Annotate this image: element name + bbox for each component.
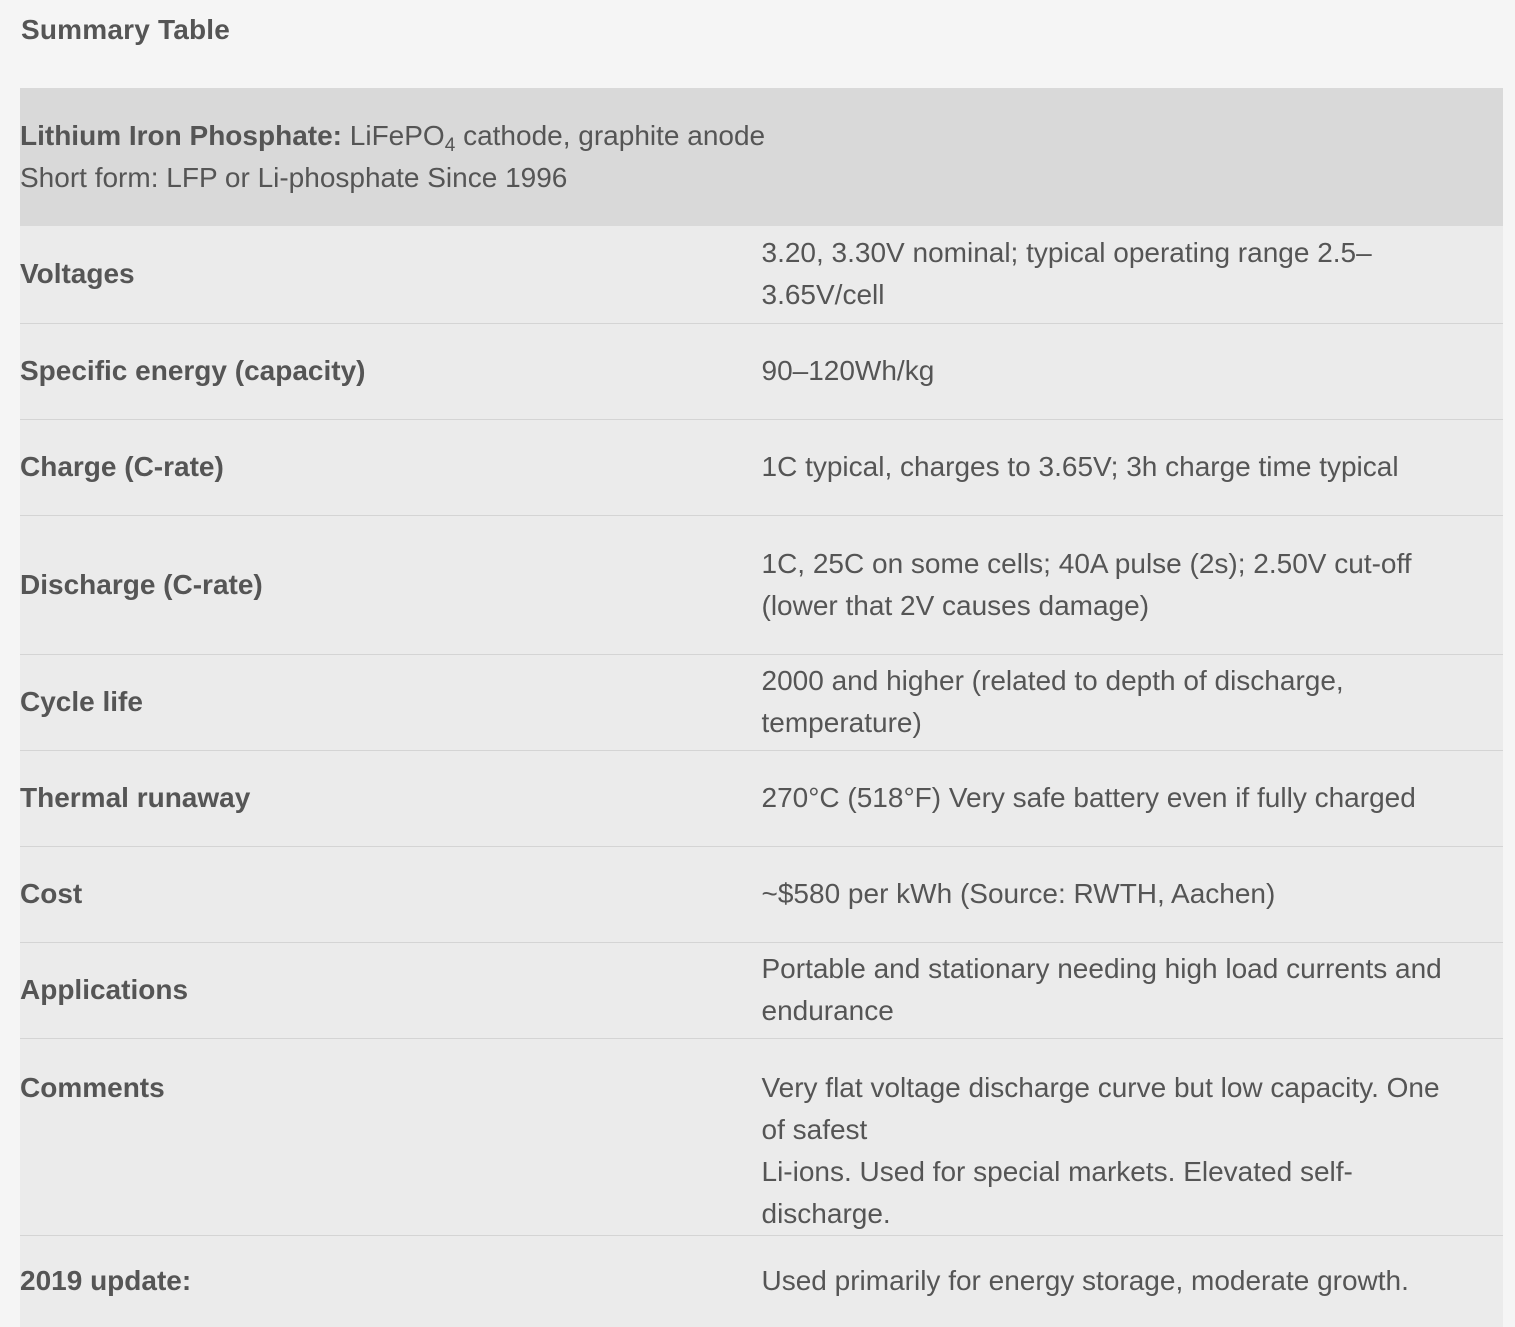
row-value	[762, 1038, 1504, 1235]
row-label: Voltages	[20, 226, 762, 323]
page-title: Summary Table	[21, 14, 231, 45]
table-row-applications	[20, 942, 1503, 1038]
table-header-cell	[20, 88, 1503, 226]
row-value: Portable and stationary needing high load currents and endurance	[762, 942, 1504, 1038]
chemistry-formula: LiFePO$_4$	[349, 120, 456, 156]
row-label: Cycle life	[20, 654, 762, 750]
row-value: 270°C (518°F) Very safe battery even if fully charged	[762, 750, 1504, 846]
row-value: 2000 and higher (related to depth of discharge, temperature)	[762, 654, 1504, 750]
table-row-2019-update	[20, 1235, 1503, 1327]
row-label: Discharge (C-rate)	[20, 515, 762, 654]
row-value: 3.20, 3.30V nominal; typical operating range 2.5–3.65V/cell	[762, 226, 1504, 323]
row-label: Specific energy (capacity)	[20, 323, 762, 419]
short-form-line: Short form: LFP or Li-phosphate Since 1996	[20, 162, 568, 193]
row-label: Charge (C-rate)	[20, 419, 762, 515]
summary-table	[20, 88, 1503, 1327]
table-header-row	[20, 88, 1503, 226]
table-row-comments	[20, 1038, 1503, 1235]
row-value: ~$580 per kWh (Source: RWTH, Aachen)	[762, 846, 1504, 942]
table-row-cost	[20, 846, 1503, 942]
chemistry-name: Lithium Iron Phosphate:	[20, 120, 342, 151]
table-row-cycle-life	[20, 654, 1503, 750]
table-row-specific-energy	[20, 323, 1503, 419]
row-label: 2019 update:	[20, 1235, 762, 1327]
row-label: Comments	[20, 1038, 762, 1235]
chemistry-line	[20, 115, 1503, 157]
row-value: Used primarily for energy storage, moderate growth.	[762, 1235, 1504, 1327]
comments-line-1: Very flat voltage discharge curve but low capacity. One of safest	[761, 1071, 1440, 1145]
row-label: Cost	[20, 846, 762, 942]
row-value: 1C, 25C on some cells; 40A pulse (2s); 2.50V cut-off (lower that 2V causes damage)	[762, 515, 1504, 654]
row-label: Thermal runaway	[20, 750, 762, 846]
row-value: 90–120Wh/kg	[762, 323, 1504, 419]
table-row-thermal-runaway	[20, 750, 1503, 846]
table-row-discharge	[20, 515, 1503, 654]
row-label: Applications	[20, 942, 762, 1038]
chemistry-description: cathode, graphite anode	[463, 120, 766, 151]
table-row-charge	[20, 419, 1503, 515]
row-value: 1C typical, charges to 3.65V; 3h charge time typical	[762, 419, 1504, 515]
comments-line-2: Li-ions. Used for special markets. Elevated self-discharge.	[761, 1155, 1353, 1229]
table-row-voltages	[20, 226, 1503, 323]
